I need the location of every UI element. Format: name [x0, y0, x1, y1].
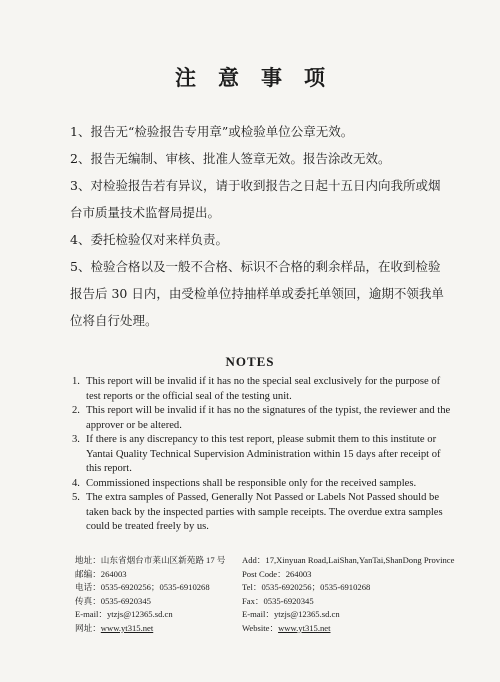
phone-en: Tel：0535-6920256；0535-6910268 [242, 582, 371, 592]
english-note-2 [72, 404, 457, 433]
phone-cn: 电话：0535-6920256；0535-6910268 [75, 582, 210, 592]
chinese-note-3: 3、对检验报告若有异议，请于收到报告之日起十五日内向我所或烟台市质量技术监督局提出。 [70, 178, 441, 220]
postcode-cn: 邮编：264003 [75, 568, 127, 579]
note-text: This report will be invalid if it has no the signatures of the typist, the reviewer and the approver or be altered. [86, 405, 451, 431]
contact-chinese [75, 554, 255, 635]
website-link-cn[interactable]: www.yt315.net [100, 622, 154, 633]
website-link-en[interactable]: www.yt315.net [278, 622, 331, 633]
contact-english [242, 554, 467, 635]
note-number: 1. [72, 376, 80, 387]
fax-en: Fax：0535-6920345 [242, 595, 314, 606]
note-number: 2. [72, 405, 80, 416]
chinese-note-2: 2、报告无编制、审核、批准人签章无效。报告涂改无效。 [70, 151, 391, 166]
email-cn: E-mail：ytzjs@12365.sd.cn [75, 609, 173, 619]
email-en: E-mail：ytzjs@12365.sd.cn [242, 609, 340, 619]
english-title: NOTES [225, 354, 275, 369]
note-text: Commissioned inspections shall be responsible only for the received samples. [86, 477, 417, 489]
chinese-note-5: 5、检验合格以及一般不合格、标识不合格的剩余样品，在收到检验报告后 30 日内，由受检单位持抽样单或委托单领回，逾期不领我单位将自行处理。 [70, 259, 444, 328]
english-notes-list [72, 375, 457, 535]
english-note-3 [72, 433, 457, 477]
website-label-cn: 网址： [75, 622, 101, 633]
website-row-cn [75, 622, 255, 636]
postcode-en: Post Code：264003 [242, 568, 312, 579]
english-note-1 [72, 375, 457, 404]
note-number: 4. [72, 477, 80, 489]
english-note-5 [72, 491, 457, 535]
chinese-note-4: 4、委托检验仅对来样负责。 [70, 232, 228, 247]
fax-cn: 传真：0535-6920345 [75, 595, 151, 606]
website-row-en [242, 622, 467, 636]
note-number: 5. [72, 492, 80, 503]
chinese-title: 注意事项 [175, 65, 347, 90]
chinese-note-1: 1、报告无“检验报告专用章”或检验单位公章无效。 [70, 124, 354, 139]
address-en: Add：17,Xinyuan Road,LaiShan,YanTai,ShanDong Province [242, 555, 455, 565]
note-text: The extra samples of Passed, Generally Not Passed or Labels Not Passed should be taken back by the inspected parties with sample receipts. The overdue extra samples could be treated freely by us. [86, 492, 443, 532]
note-text: If there is any discrepancy to this test report, please submit them to this institute or Yantai Quality Technical Supervision Administration within 15 days after receipt of this report. [86, 434, 441, 474]
address-cn: 地址：山东省烟台市莱山区新苑路 17 号 [75, 555, 226, 565]
website-label-en: Website： [242, 622, 279, 633]
chinese-notes-list [70, 118, 445, 334]
note-number: 3. [72, 434, 80, 445]
english-note-4 [72, 477, 457, 492]
note-text: This report will be invalid if it has no the special seal exclusively for the purpose of test reports or the official seal of the testing unit. [86, 376, 441, 402]
